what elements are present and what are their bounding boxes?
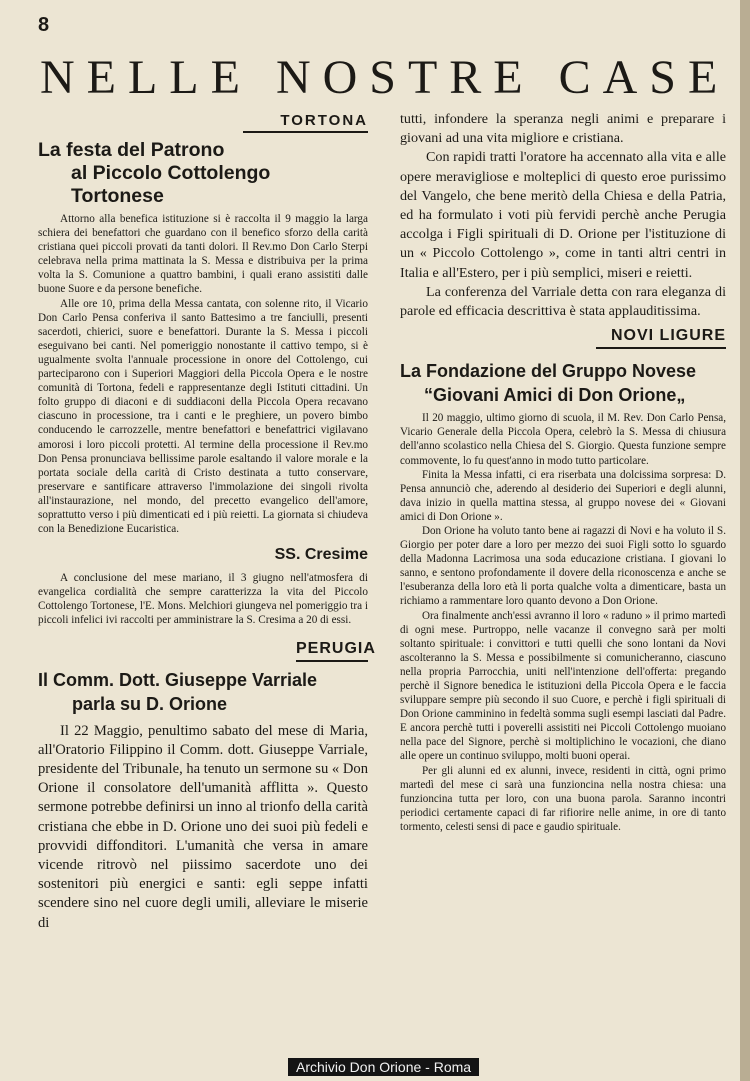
cresime-headline: SS. Cresime [274,546,368,564]
archive-footer-label: Archivio Don Orione - Roma [288,1058,479,1076]
perugia-paragraph: Il 22 Maggio, penultimo sabato del mese di Maria, all'Oratorio Filippino il Comm. dott. Giuseppe Varriale, presidente del Tribunale, ha tenuto un sermone su « Don Orione il consolatore dell'umanità afflitta ». Questo sermone potrebbe definirsi un inno al trionfo della carità cristiana che ebbe in D. Orione uno dei suoi più fedeli e provvidi diffonditori. L'umanità che versa in amare vicende ritrovò nel piissimo sacerdote uno dei sostenitori più energici e santi: egli seppe infatti scendere sino nel cuore degli umili, alleviare le miserie di [38,722,368,931]
novi-paragraph-1: Il 20 maggio, ultimo giorno di scuola, il M. Rev. Don Carlo Pensa, Vicario Generale della Piccola Opera, celebrò la S. Messa di chiusura dell'anno scolastico nella Chiesa del S. Giorgio. Questa funzione sempre commovente, lo fu quest'anno in modo tutto particolare. [400,412,726,467]
perugia-continued-paragraph-2: Con rapidi tratti l'oratore ha accennato alla vita e alle opere meravigliose e molteplici di questo eroe purissimo del Vangelo, che bene meritò della Chiesa e della Patria, ed ha formulato i voti più fervidi perchè anche Perugia accolga i Figli spirituali di D. Orione per l'istituzione di un « Piccolo Cottolengo », come in tanti altri centri in Italia e all'Estero, per i più semplici, miseri e reietti. [400,149,726,281]
left-column [38,112,376,933]
page-number: 8 [38,14,50,36]
right-column [400,110,726,834]
page-edge-shadow [740,0,750,1081]
novi-headline-line2: “Giovani Amici di Don Orione„ [424,385,686,406]
perugia-headline-line2: parla su D. Orione [72,693,228,714]
novi-paragraph-2: Finita la Messa infatti, ci era riserbata una dolcissima sorpresa: D. Pensa annunciò che, aderendo al desiderio dei Superiori e degli alunni, dava inizio in quella mattina stessa, al gruppo novese dei « Giovani amici di Don Orione ». [400,468,726,523]
section-perugia: PERUGIA [296,640,368,662]
section-novi-ligure: NOVI LIGURE [596,327,726,349]
novi-paragraph-4: Ora finalmente anch'essi avranno il loro « raduno » il primo martedì di ogni mese. Purtroppo, nelle vacanze il convegno sarà per molti soltanto spirituale: i convittori e tutti quelli che sono lontani da Novi ascolteranno la S. Messa e possibilmente si comunicheranno, ciascuno nella propria Parrocchia, uniti nell'intenzione dell'offerta: pregando perchè il Signore benedica le istituzioni della Piccola Opera e le faccia sviluppare sempre più secondo il suo Cuore, e perchè i figli spirituali di Don Orione camminino in fedeltà somma sugli esempi lasciati dal Padre. E ancora perchè tutti i poverelli assistiti nei Piccoli Cottolengo muoiano nella pace del Signore, perchè si moltiplichino le vocazioni, che diano alle opere un continuo sviluppo, molti buoni operai. [400,609,726,763]
tortona-paragraph-1: Attorno alla benefica istituzione si è raccolta il 9 maggio la larga schiera dei benefattori che guardano con il benefico sforzo della carità cristiana quei piccoli provati da tanti dolori. Il Rev.mo Don Carlo Sterpi celebrava nella prima mattinata la S. Messa e distribuiva per la prima volta la S. Comunione a quattro bambini, i quali erano assistiti dalle buone Suore e da persone benefiche. [38,213,368,296]
section-tortona: TORTONA [243,112,368,133]
page-title: NELLE NOSTRE CASE [40,51,730,104]
tortona-headline-line2: al Piccolo Cottolengo Tortonese [71,162,271,207]
tortona-headline-line1: La festa del Patrono [38,139,225,161]
novi-headline-line1: La Fondazione del Gruppo Novese [400,361,697,382]
cresime-paragraph: A conclusione del mese mariano, il 3 giugno nell'atmosfera di evangelica cordialità che sempre caratterizza la vita del Piccolo Cottolengo Tortonese, l'E. Mons. Melchiori giungeva nel pomeriggio tra i piccoli infelici ivi raccolti per amministrare la S. Cresima a 20 di essi. [38,572,368,627]
tortona-paragraph-2: Alle ore 10, prima della Messa cantata, con solenne rito, il Vicario Don Carlo Pensa conferiva il santo Battesimo a tre fanciulli, presenti sacerdoti, chierici, suore e benefattori. Durante la S. Messa i piccoli eseguivano bei canti. Nel pomeriggio nonostante il cattivo tempo, si è ugualmente svolta l'annuale processione in onore del Cottolengo, cui parteciparono con i Superiori Maggiori della Piccola Opera e le nostre comunità di Tortona, fedeli e rappresentanze degli Istituti cittadini. Un folto gruppo di diaconi e di suddiaconi della Piccola Opera recavano ciascuno in processione, tra i canti e le preghiere, un povero bimbo conducendo le carrozzelle, mentre benefattori e benefattrici vigilavano amorosi i loro piccoli protetti. Al termine della processione il Rev.mo Don Pensa pronunciava bellissime parole esaltando il valore morale e la portata sociale della carità di Cristo destinata a tutto conservare, preservare e santificare attraverso l'immolazione dei singoli rivolta all'instaurazione, nel mondo, del precetto evangelico dell'amore, soprattutto verso i più dimenticati ed i più reietti. La giornata si chiudeva con la Benedizione Eucaristica. [38,297,368,536]
perugia-continued-paragraph-3: La conferenza del Varriale detta con rara eleganza di parole ed efficacia descrittiva è stata applauditissima. [400,283,726,320]
novi-paragraph-3: Don Orione ha voluto tanto bene ai ragazzi di Novi e ha voluto il S. Giorgio per poter dare a loro per mezzo dei suoi Figli sotto lo sguardo della Madonna Lacrimosa una soda educazione cristiana. I giovani lo sanno, e sentono profondamente il dovere della riconoscenza e anche se l'esuberanza della loro età li porta qualche volta a dimenticare, basta un richiamo a rammentare loro quanto devono a Don Orione. [400,524,726,608]
perugia-continued-paragraph-1: tutti, infondere la speranza negli animi e preparare i giovani ad una vita migliore e cristiana. [400,111,726,147]
novi-paragraph-5: Per gli alunni ed ex alunni, invece, residenti in città, ogni primo martedì del mese ci sarà una funzioncina nella nostra chiesa: una funzioncina tutta per loro, con una buona parola. Saranno incontri periodici certamente capaci di far rifiorire nelle anime, in ore di tanto tormento, celesti sensi di pace e gaudio spirituale. [400,764,726,833]
perugia-headline-line1: Il Comm. Dott. Giuseppe Varriale [38,669,318,690]
